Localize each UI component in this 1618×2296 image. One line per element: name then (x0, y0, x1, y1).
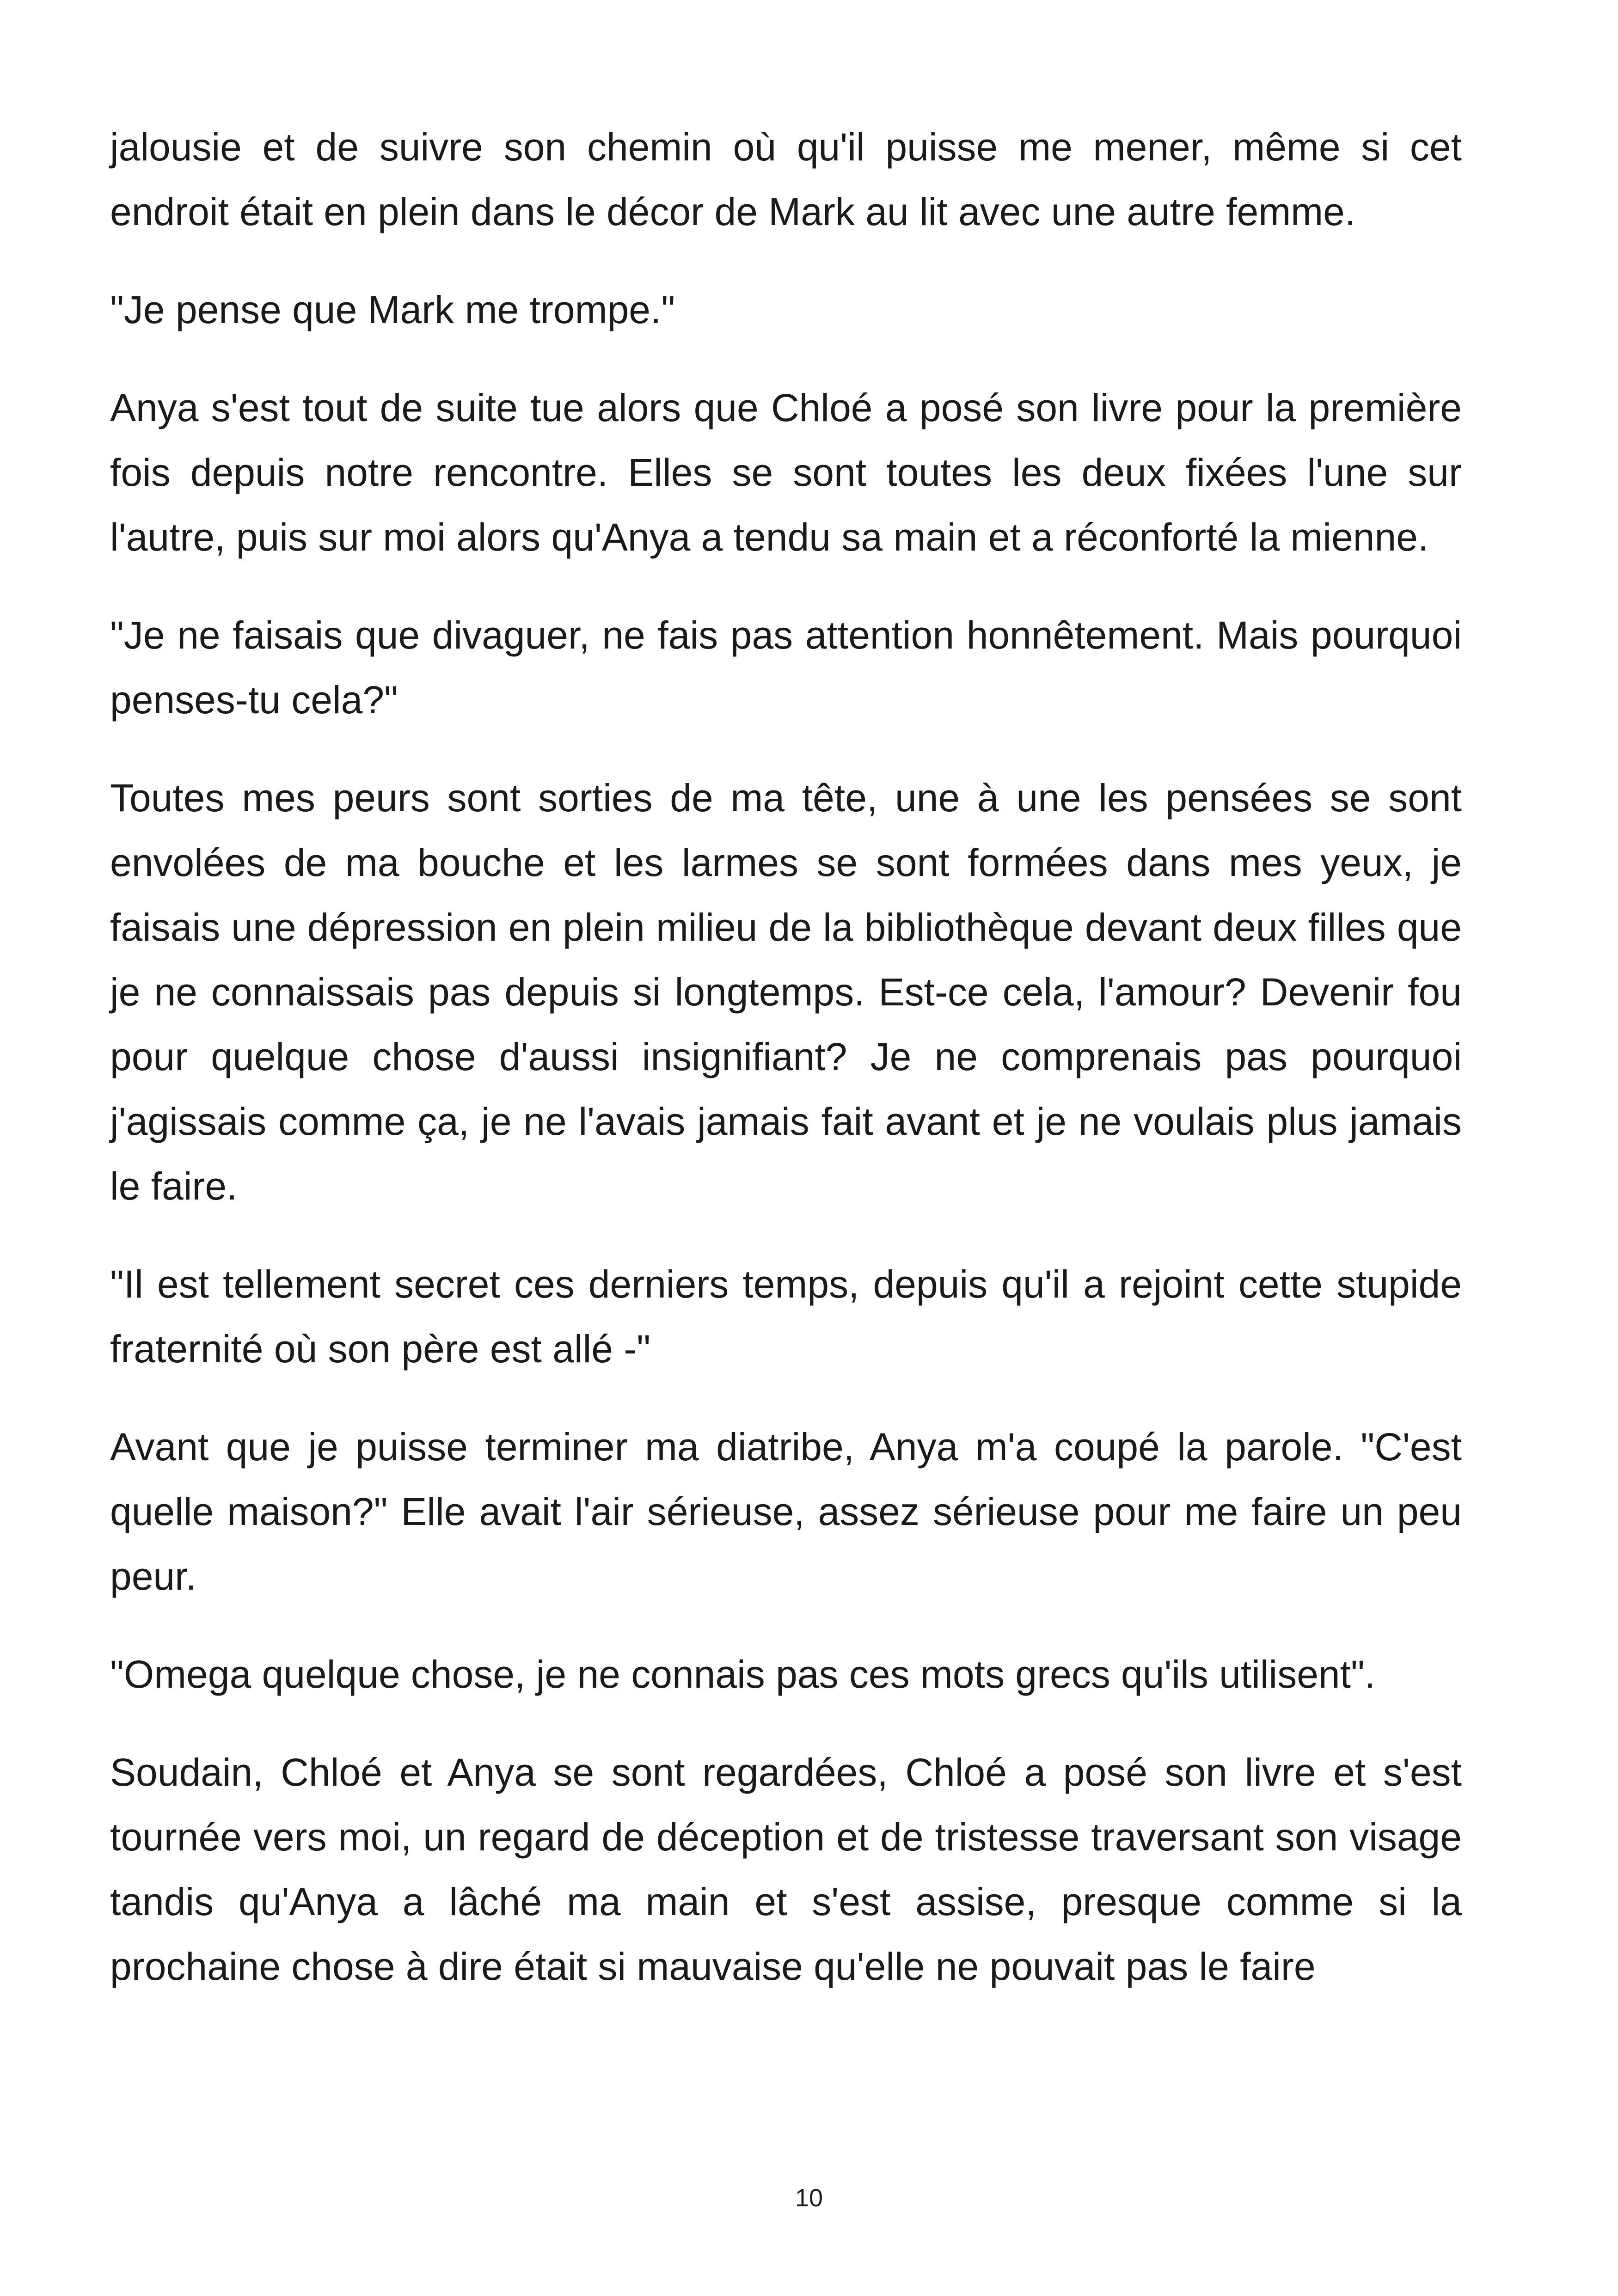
paragraph: Toutes mes peurs sont sorties de ma tête, une à une les pensées se sont envolées de ma bouche et les larmes se sont formées dans mes yeux, je faisais une dépression en plein milieu de la bibliothèque devant deux filles que je ne connaissais pas depuis si longtemps. Est-ce cela, l'amour? Devenir fou pour quelque chose d'aussi insignifiant? Je ne comprenais pas pourquoi j'agissais comme ça, je ne l'avais jamais fait avant et je ne voulais plus jamais le faire. (110, 776, 1462, 1208)
paragraph: Soudain, Chloé et Anya se sont regardées, Chloé a posé son livre et s'est tournée vers moi, un regard de déception et de tristesse traversant son visage tandis qu'Anya a lâché ma main et s'est assise, presque comme si la prochaine chose à dire était si mauvaise qu'elle ne pouvait pas le faire (110, 1751, 1462, 1988)
paragraph: Anya s'est tout de suite tue alors que Chloé a posé son livre pour la première fois depuis notre rencontre. Elles se sont toutes les deux fixées l'une sur l'autre, puis sur moi alors qu'Anya a tendu sa main et a réconforté la mienne. (110, 386, 1462, 559)
page-number: 10 (795, 2184, 823, 2212)
paragraph: "Je ne faisais que divaguer, ne fais pas attention honnêtement. Mais pourquoi penses-tu cela?" (110, 613, 1462, 722)
paragraph: jalousie et de suivre son chemin où qu'il puisse me mener, même si cet endroit était en plein dans le décor de Mark au lit avec une autre femme. (110, 125, 1462, 233)
body-text (110, 115, 1462, 2032)
paragraph: Avant que je puisse terminer ma diatribe, Anya m'a coupé la parole. "C'est quelle maison?" Elle avait l'air sérieuse, assez sérieuse pour me faire un peu peur. (110, 1425, 1462, 1598)
paragraph: "Omega quelque chose, je ne connais pas ces mots grecs qu'ils utilisent". (110, 1653, 1376, 1696)
paragraph: "Je pense que Mark me trompe." (110, 288, 675, 331)
paragraph: "Il est tellement secret ces derniers temps, depuis qu'il a rejoint cette stupide fraternité où son père est allé -" (110, 1262, 1462, 1371)
